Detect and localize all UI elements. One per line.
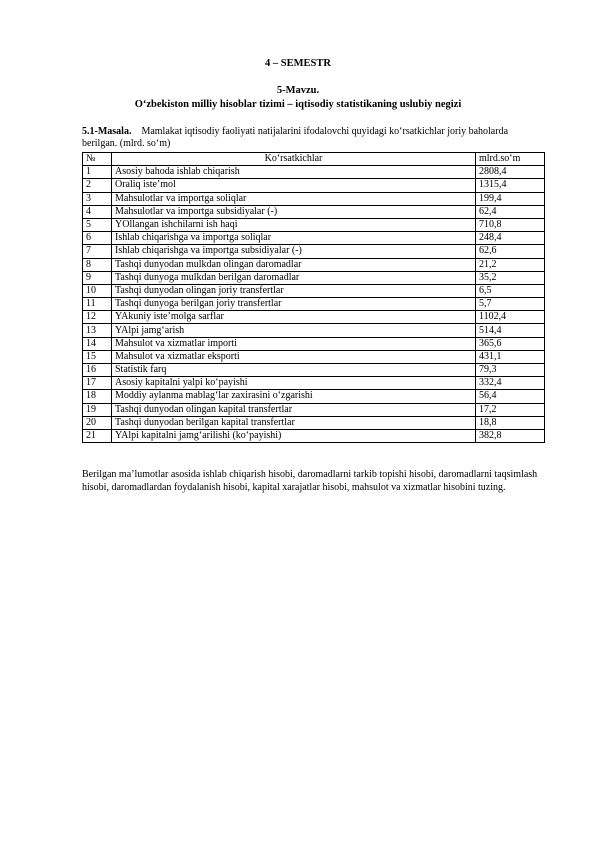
row-indicator: Asosiy bahoda ishlab chiqarish <box>112 166 476 179</box>
row-value: 382,8 <box>476 429 545 442</box>
table-body <box>83 166 545 443</box>
row-value: 514,4 <box>476 324 545 337</box>
row-indicator: Ishlab chiqarishga va importga subsidiyalar (-) <box>112 245 476 258</box>
table-row <box>83 324 545 337</box>
table-row <box>83 232 545 245</box>
row-number: 17 <box>83 377 112 390</box>
row-value: 431,1 <box>476 350 545 363</box>
row-number: 6 <box>83 232 112 245</box>
row-indicator: Tashqi dunyodan olingan kapital transfertlar <box>112 403 476 416</box>
row-indicator: Moddiy aylanma mablag‘lar zaxirasini o‘zgarishi <box>112 390 476 403</box>
table-row <box>83 350 545 363</box>
task-label: 5.1-Masala. <box>82 126 132 137</box>
row-indicator: Tashqi dunyoga berilgan joriy transfertlar <box>112 298 476 311</box>
row-indicator: Oraliq iste’mol <box>112 179 476 192</box>
table-row <box>83 166 545 179</box>
task-text: Mamlakat iqtisodiy faoliyati natijalarini ifodalovchi quyidagi ko‘rsatkichlar joriy baholarda berilgan. (mlrd. so‘m) <box>82 126 509 149</box>
row-indicator: Mahsulot va xizmatlar eksporti <box>112 350 476 363</box>
table-row <box>83 403 545 416</box>
row-value: 365,6 <box>476 337 545 350</box>
row-indicator: Tashqi dunyodan berilgan kapital transfertlar <box>112 416 476 429</box>
table-row <box>83 284 545 297</box>
row-number: 10 <box>83 284 112 297</box>
row-indicator: Asosiy kapitalni yalpi ko‘payishi <box>112 377 476 390</box>
row-value: 18,8 <box>476 416 545 429</box>
row-indicator: Tashqi dunyodan mulkdan olingan daromadlar <box>112 258 476 271</box>
row-number: 16 <box>83 364 112 377</box>
row-indicator: Mahsulotlar va importga subsidiyalar (-) <box>112 205 476 218</box>
column-header-number: № <box>83 153 112 166</box>
row-value: 2808,4 <box>476 166 545 179</box>
table-row <box>83 245 545 258</box>
row-indicator: Mahsulotlar va importga soliqlar <box>112 192 476 205</box>
table-row <box>83 390 545 403</box>
row-value: 1102,4 <box>476 311 545 324</box>
row-value: 199,4 <box>476 192 545 205</box>
row-number: 11 <box>83 298 112 311</box>
row-indicator: YOllangan ishchilarni ish haqi <box>112 218 476 231</box>
row-number: 12 <box>83 311 112 324</box>
row-value: 62,6 <box>476 245 545 258</box>
row-value: 79,3 <box>476 364 545 377</box>
row-number: 5 <box>83 218 112 231</box>
row-indicator: Statistik farq <box>112 364 476 377</box>
table-row <box>83 298 545 311</box>
row-value: 710,8 <box>476 218 545 231</box>
row-number: 19 <box>83 403 112 416</box>
topic-heading: 5-Mavzu. <box>276 85 320 96</box>
table-row <box>83 429 545 442</box>
table-row <box>83 416 545 429</box>
table-row <box>83 271 545 284</box>
row-value: 332,4 <box>476 377 545 390</box>
row-value: 5,7 <box>476 298 545 311</box>
row-value: 1315,4 <box>476 179 545 192</box>
row-indicator: Ishlab chiqarishga va importga soliqlar <box>112 232 476 245</box>
table-row <box>83 377 545 390</box>
row-number: 4 <box>83 205 112 218</box>
row-indicator: YAlpi jamg‘arish <box>112 324 476 337</box>
table-row <box>83 337 545 350</box>
row-value: 6,5 <box>476 284 545 297</box>
row-number: 15 <box>83 350 112 363</box>
table-header-row <box>83 153 545 166</box>
row-number: 14 <box>83 337 112 350</box>
row-value: 62,4 <box>476 205 545 218</box>
semester-heading: 4 – SEMESTR <box>265 58 331 69</box>
table-row <box>83 192 545 205</box>
row-value: 21,2 <box>476 258 545 271</box>
column-header-value: mlrd.so‘m <box>476 153 545 166</box>
row-value: 248,4 <box>476 232 545 245</box>
row-indicator: YAlpi kapitalni jamg‘arilishi (ko‘payishi) <box>112 429 476 442</box>
row-indicator: YAkuniy iste’molga sarflar <box>112 311 476 324</box>
row-number: 9 <box>83 271 112 284</box>
table-row <box>83 179 545 192</box>
table-row <box>83 205 545 218</box>
row-number: 13 <box>83 324 112 337</box>
row-value: 56,4 <box>476 390 545 403</box>
row-indicator: Tashqi dunyoga mulkdan berilgan daromadlar <box>112 271 476 284</box>
row-number: 8 <box>83 258 112 271</box>
column-header-indicators: Ko‘rsatkichlar <box>112 153 476 166</box>
table-row <box>83 364 545 377</box>
indicators-table <box>82 152 545 443</box>
row-number: 7 <box>83 245 112 258</box>
row-value: 17,2 <box>476 403 545 416</box>
row-number: 21 <box>83 429 112 442</box>
task-statement <box>82 126 542 150</box>
row-number: 20 <box>83 416 112 429</box>
row-number: 2 <box>83 179 112 192</box>
row-number: 18 <box>83 390 112 403</box>
row-value: 35,2 <box>476 271 545 284</box>
row-indicator: Mahsulot va xizmatlar importi <box>112 337 476 350</box>
task-instruction: Berilgan ma’lumotlar asosida ishlab chiqarish hisobi, daromadlarni tarkib topishi hisobi, daromadlarni taqsimlash hisobi, daromadlardan foydalanish hisobi, kapital xarajatlar hisobi, mahsulot va xizmatlar hisobini tuzing. <box>82 469 538 493</box>
row-number: 3 <box>83 192 112 205</box>
topic-subtitle: O‘zbekiston milliy hisoblar tizimi – iqtisodiy statistikaning uslubiy negizi <box>134 99 462 110</box>
table-row <box>83 311 545 324</box>
table-row <box>83 258 545 271</box>
row-indicator: Tashqi dunyodan olingan joriy transfertlar <box>112 284 476 297</box>
table-row <box>83 218 545 231</box>
row-number: 1 <box>83 166 112 179</box>
